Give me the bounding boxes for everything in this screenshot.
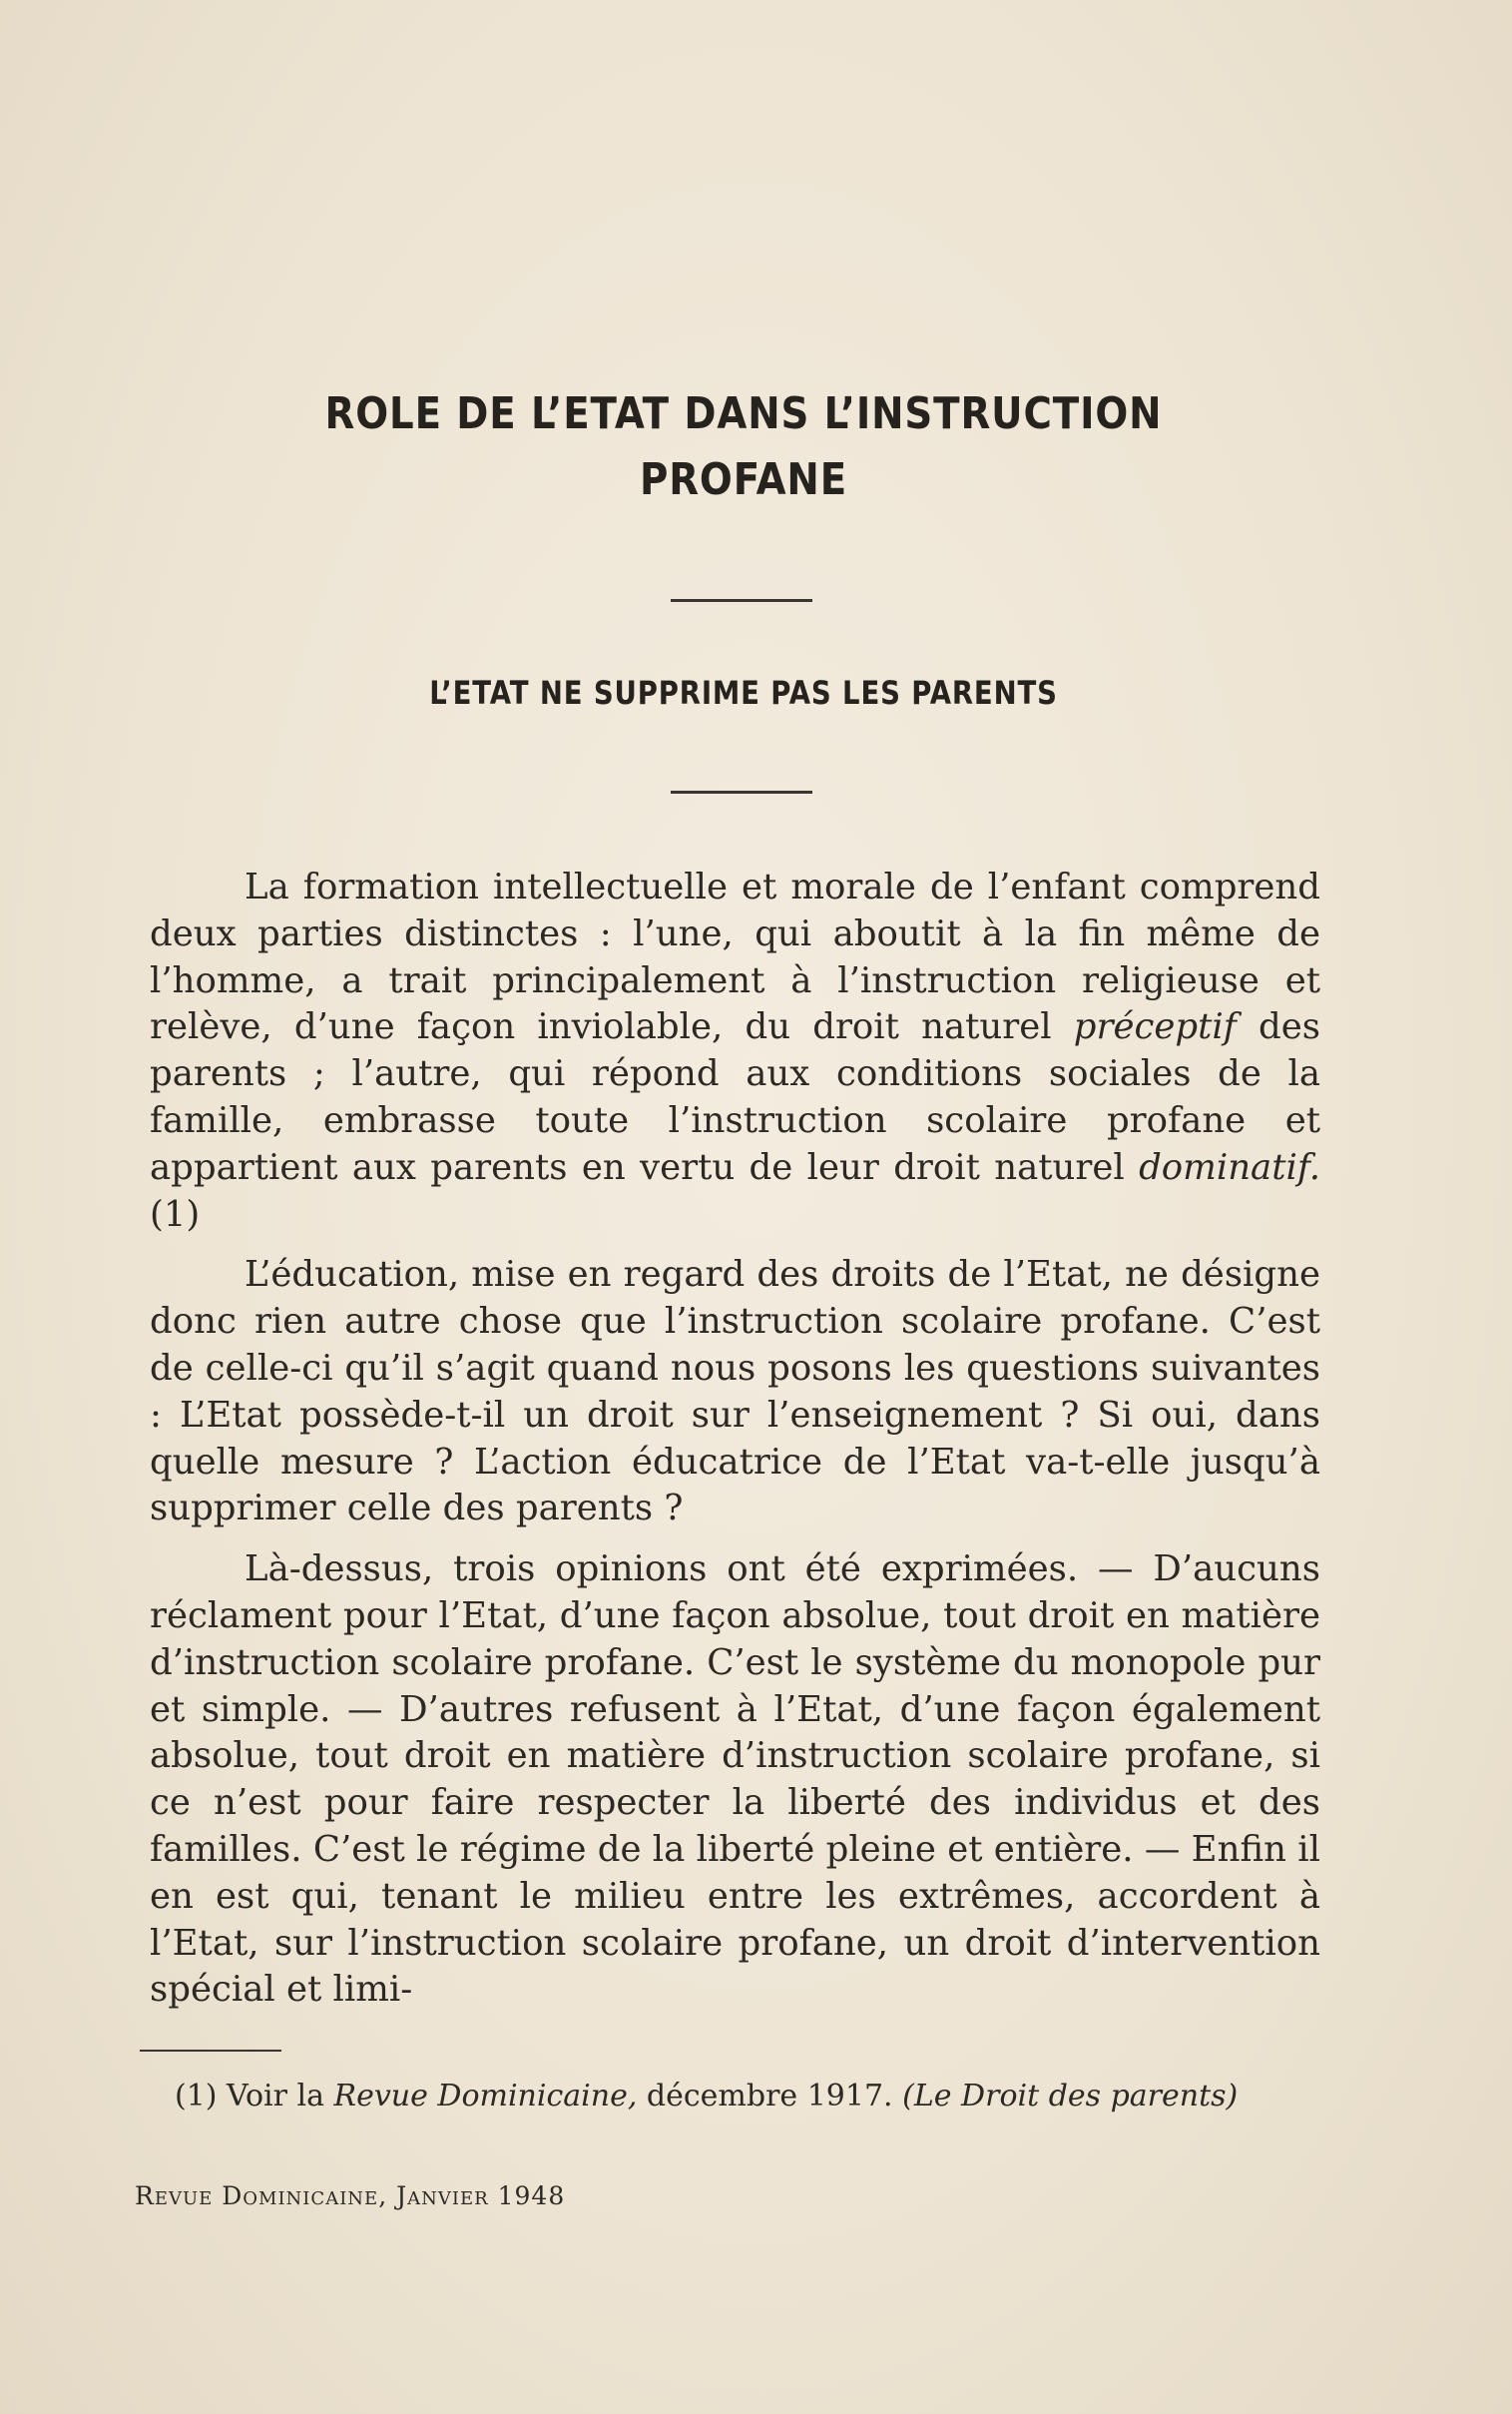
footnote: (1) Voir la Revue Dominicaine, décembre 1917. (Le Droit des parents) — [175, 2079, 1239, 2113]
footnote-reference: (1) — [150, 1193, 201, 1235]
article-subtitle: L’ETAT NE SUPPRIME PAS LES PARENTS — [429, 674, 1058, 712]
running-footer: Revue Dominicaine, Janvier 1948 — [135, 2181, 566, 2210]
title-line-1: ROLE DE L’ETAT DANS L’INSTRUCTION — [324, 388, 1163, 439]
footnote-divider — [140, 2050, 281, 2052]
paragraph-2: L’éducation, mise en regard des droits de l’Etat, ne désigne donc rien autre chose que l’instruction scolaire profane. C’est de celle-ci qu’il s’agit quand nous posons les questions suivantes : L’Etat possède-t-il un droit sur l’enseignement ? Si oui, dans quelle mesure ? L’action éducatrice de l’Etat va-t-elle jusqu’à supprimer celle des parents ? — [150, 1254, 1320, 1529]
italic-dominatif: dominatif. — [1139, 1146, 1320, 1188]
article-body — [150, 865, 1320, 2028]
article-title — [221, 381, 1265, 513]
subtitle-divider — [671, 791, 812, 794]
title-divider — [671, 599, 812, 602]
footnote-marker: (1) — [175, 2079, 218, 2113]
footnote-journal: Revue Dominicaine, — [333, 2079, 638, 2113]
title-line-2: PROFANE — [639, 454, 848, 505]
footnote-article-title: (Le Droit des parents) — [902, 2079, 1239, 2113]
paragraph-3: Là-dessus, trois opinions ont été exprimées. — D’aucuns réclament pour l’Etat, d’une façon absolue, tout droit en matière d’instruction scolaire profane. C’est le système du monopole pur et simple. — D’autres refusent à l’Etat, d’une façon également absolue, tout droit en matière d’instruction scolaire profane, si ce n’est pour faire respecter la liberté des individus et des familles. C’est le régime de la liberté pleine et entière. — Enfin il en est qui, tenant le milieu entre les extrêmes, accordent à l’Etat, sur l’instruction scolaire profane, un droit d’intervention spécial et limi- — [150, 1548, 1320, 2011]
italic-preceptif: préceptif — [1073, 1006, 1237, 1048]
paragraph-1: La formation intellectuelle et morale de l’enfant comprend deux parties distinctes : l’une, qui aboutit à la fin même de l’homme, a trait principalement à l’instruction religieuse et relève, d’une façon inviolable, du droit naturel préceptif des parents ; l’autre, qui répond aux conditions sociales de la famille, embrasse toute l’instruction scolaire profane et appartient aux parents en vertu de leur droit naturel dominatif. (1) — [150, 867, 1320, 1235]
